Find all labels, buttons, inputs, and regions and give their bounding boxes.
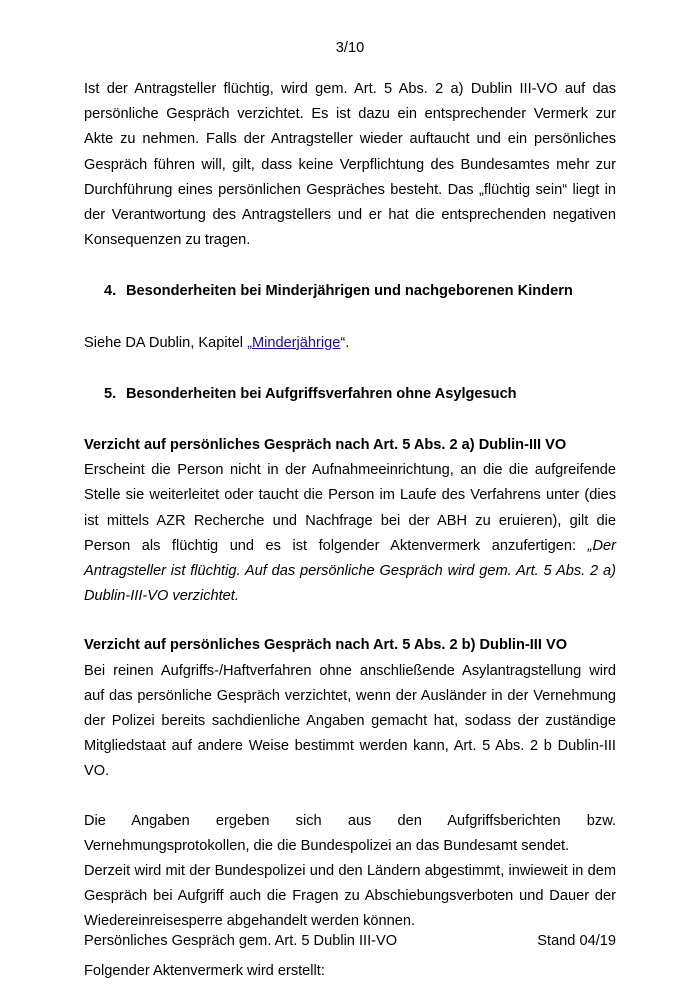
sub-a-text: Erscheint die Person nicht in der Aufnahmeeinrichtung, an die die aufgreifende Stelle sie weiterleitet oder taucht die Person im Laufe des Verfahrens unter (dies ist mittels AZR Recherche und Nachfrage bei der ABH zu eruieren), gilt die Person als flüchtig und es ist folgender Aktenvermerk anzufertigen:: [84, 462, 616, 554]
folgender-paragraph: Folgender Aktenvermerk wird erstellt:: [84, 962, 325, 979]
footer-title: Persönliches Gespräch gem. Art. 5 Dublin III-VO: [84, 933, 398, 949]
section-4-number: 4.: [104, 283, 117, 300]
sub-a-italic-note: „Der Antragsteller ist flüchtig. Auf das persönliche Gespräch wird gem. Art. 5 Abs. 2 a) Dublin-III-VO verzichtet.: [84, 537, 616, 605]
section-4-text: Siehe DA Dublin, Kapitel: [84, 334, 248, 351]
link-text: Minderjährige: [251, 334, 341, 351]
section-4-paragraph: [84, 331, 616, 356]
section-5-heading: [84, 382, 616, 407]
sub-a-paragraph: [84, 458, 616, 609]
section-4-text-after: “.: [340, 334, 350, 351]
link-open-quote: „: [247, 334, 252, 351]
page-footer: [84, 931, 616, 951]
page-number: 3/10: [335, 40, 365, 56]
sub-b-heading: Verzicht auf persönliches Gespräch nach Art. 5 Abs. 2 b) Dublin-III VO: [84, 637, 568, 654]
section-5-number: 5.: [104, 385, 117, 402]
angaben-paragraph: Die Angaben ergeben sich aus den Aufgriffsberichten bzw. Vernehmungsprotokollen, die die Bundespolizei an das Bundesamt sendet.: [84, 812, 616, 854]
derzeit-paragraph: Derzeit wird mit der Bundespolizei und den Ländern abgestimmt, inwieweit in dem Gespräch bei Aufgriff auch die Fragen zu Abschiebungsverboten und Dauer der Wiedereinreisesperre abgehandelt werden können.: [84, 863, 616, 930]
minderjaehrige-link[interactable]: [247, 335, 340, 351]
intro-paragraph: Ist der Antragsteller flüchtig, wird gem. Art. 5 Abs. 2 a) Dublin III-VO auf das persönliche Gespräch verzichtet. Es ist dazu ein entsprechender Vermerk zur Akte zu nehmen. Falls der Antragsteller wieder auftaucht und ein persönliches Gespräch führen will, gilt, dass keine Verpflichtung des Bundesamtes mehr zur Durchführung eines persönlichen Gespräches besteht. Das „flüchtig sein“ liegt in der Verantwortung des Antragstellers und er hat die entsprechenden negativen Konsequenzen zu tragen.: [84, 81, 616, 249]
sub-b-paragraph: Bei reinen Aufgriffs-/Haftverfahren ohne anschließende Asylantragstellung wird auf das persönliche Gespräch verzichtet, wenn der Ausländer in der Vernehmung der Polizei bereits sachdienliche Angaben gemacht hat, sodass der zuständige Mitgliedstaat auf andere Weise bestimmt werden kann, Art. 5 Abs. 2 b Dublin-III VO.: [84, 662, 616, 780]
section-5-title: Besonderheiten bei Aufgriffsverfahren ohne Asylgesuch: [126, 385, 517, 402]
sub-a-heading: Verzicht auf persönliches Gespräch nach Art. 5 Abs. 2 a) Dublin-III VO: [84, 437, 567, 454]
document-body: [84, 77, 616, 984]
footer-version: Stand 04/19: [537, 933, 616, 949]
section-4-title: Besonderheiten bei Minderjährigen und nachgeborenen Kindern: [126, 283, 573, 300]
section-4-heading: [84, 279, 616, 304]
